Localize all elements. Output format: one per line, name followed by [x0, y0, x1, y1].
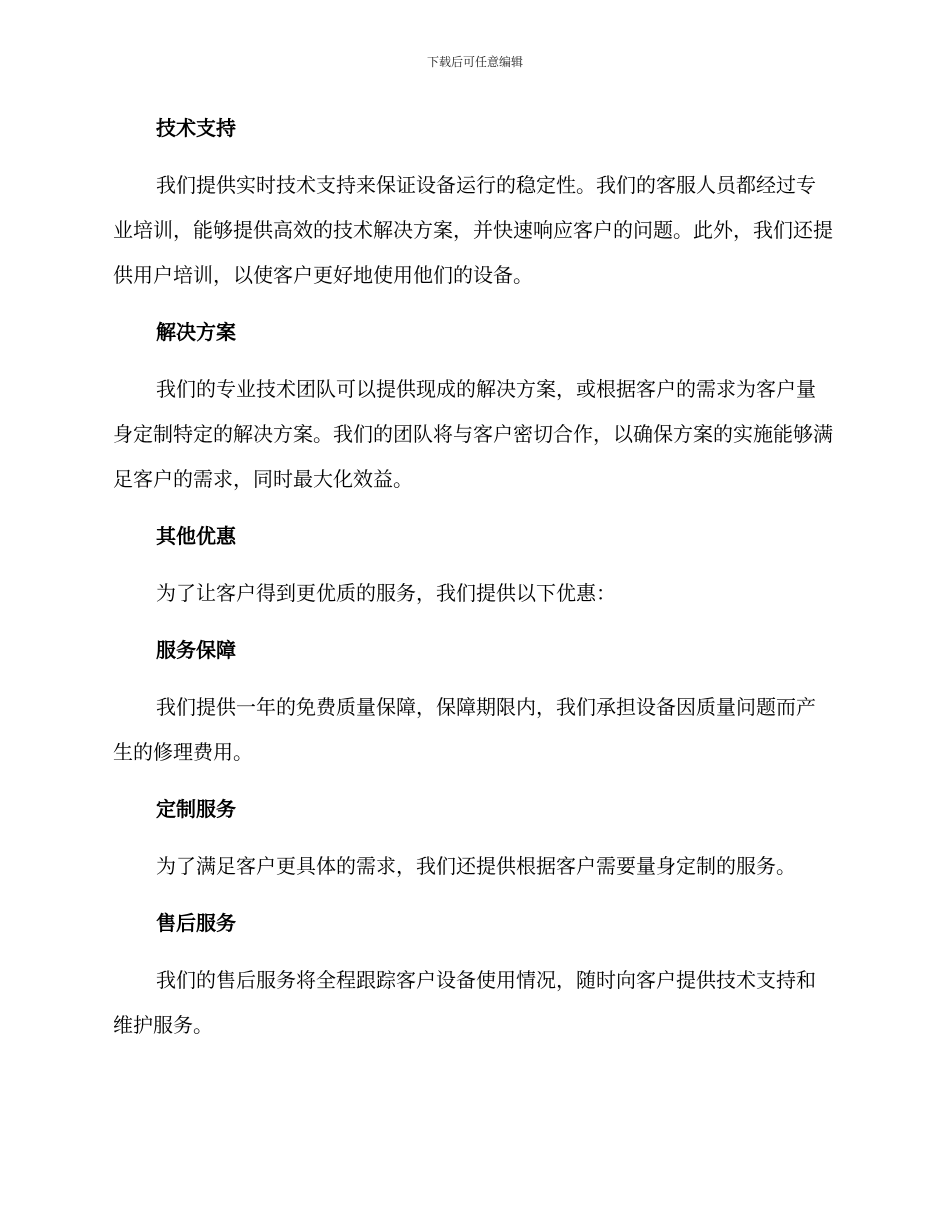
section-paragraph: 为了满足客户更具体的需求，我们还提供根据客户需要量身定制的服务。	[156, 854, 796, 878]
section-solutions	[113, 310, 833, 502]
section-paragraph: 为了让客户得到更优质的服务，我们提供以下优惠：	[156, 581, 616, 605]
section-heading: 服务保障	[156, 638, 236, 662]
section-other-offers	[113, 514, 833, 616]
section-technical-support	[113, 106, 833, 298]
section-service-guarantee	[113, 628, 833, 775]
section-custom-service	[113, 787, 833, 889]
section-paragraph: 我们的专业技术团队可以提供现成的解决方案，或根据客户的需求为客户量身定制特定的解决方案。我们的团队将与客户密切合作，以确保方案的实施能够满足客户的需求，同时最大化效益。	[113, 377, 833, 491]
section-paragraph: 我们的售后服务将全程跟踪客户设备使用情况，随时向客户提供技术支持和维护服务。	[113, 968, 816, 1037]
section-paragraph: 我们提供一年的免费质量保障，保障期限内，我们承担设备因质量问题而产生的修理费用。	[113, 695, 816, 764]
section-heading: 其他优惠	[156, 524, 236, 548]
section-after-sales-service	[113, 901, 833, 1048]
section-paragraph: 我们提供实时技术支持来保证设备运行的稳定性。我们的客服人员都经过专业培训，能够提供高效的技术解决方案，并快速响应客户的问题。此外，我们还提供用户培训，以使客户更好地使用他们的设备。	[113, 173, 833, 287]
section-heading: 定制服务	[156, 797, 236, 821]
page-header: 下载后可任意编辑	[426, 55, 523, 69]
section-heading: 售后服务	[156, 911, 236, 935]
section-heading: 技术支持	[156, 116, 236, 140]
section-heading: 解决方案	[156, 320, 236, 344]
document-body	[113, 106, 833, 1060]
